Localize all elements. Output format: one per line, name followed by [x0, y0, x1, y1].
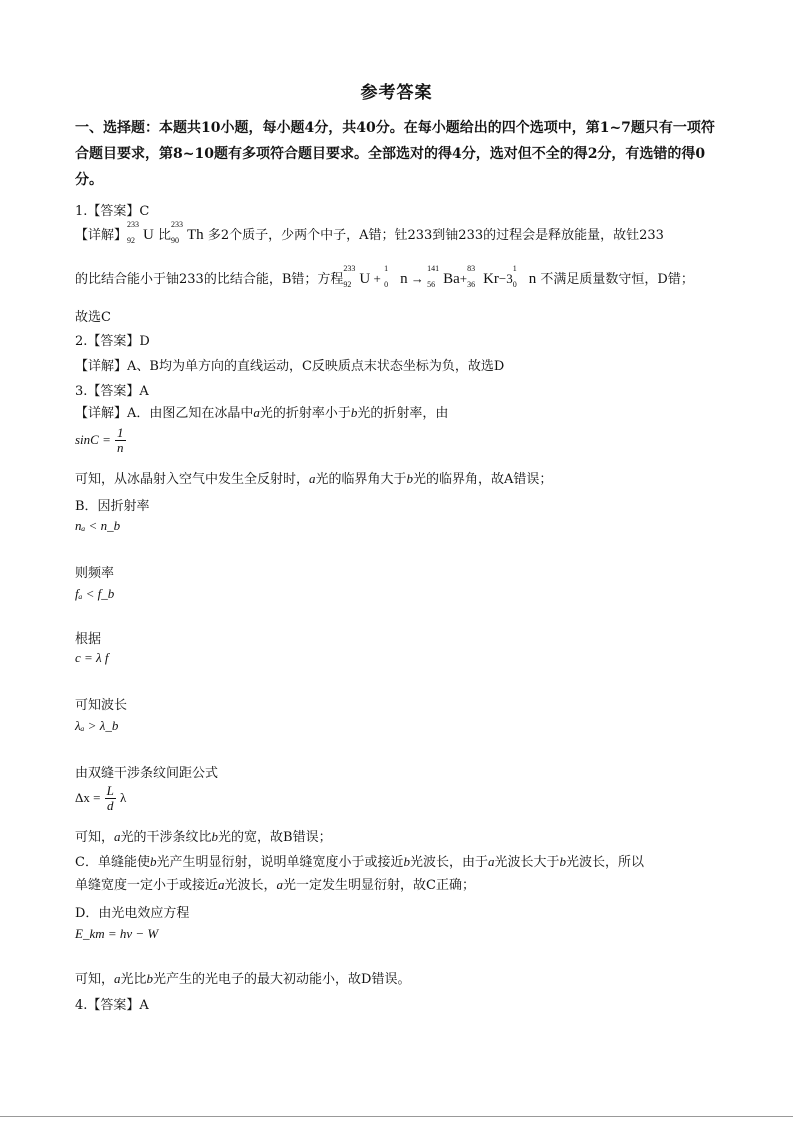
formula-lambda-compare: λₐ > λ_b: [75, 718, 119, 733]
q3-c-line2: 单缝宽度一定小于或接近a光波长，a光一定发生明显衍射，故C正确；: [75, 877, 475, 893]
formula-fa-fb: fₐ < f_b: [75, 586, 115, 601]
eq-n2: 1 0 n: [512, 264, 537, 289]
formula-c-lambda-f: c = λ f: [75, 650, 109, 665]
eq-n: 1 0 n: [384, 264, 408, 289]
page-title: 参考答案: [360, 83, 433, 103]
eq-u: 233 92 U: [343, 264, 371, 289]
q1-conclusion: 故选C: [75, 310, 111, 325]
q2-answer: 2.【答案】D: [75, 334, 150, 349]
nuclide-th233: 233 90 Th: [171, 220, 204, 245]
eq-ba: 141 56 Ba: [427, 264, 460, 289]
q1-detail-line1: 【详解】 233 92 U 比 233 90 Th 多2个质子，少两个中子，A错；钍233到铀233的过程会是释放能量，故钍233: [75, 220, 664, 245]
q3-d-label: D．由光电效应方程: [75, 906, 190, 921]
q1-detail-line2: 的比结合能小于铀233的比结合能，B错；方程 233 92 U + 1 0 n → 141 56 Ba+ 83 36 Kr−3 1 0 n 不满足质量数守恒，D错；: [75, 264, 694, 289]
formula-photoelectric: E_km = hν − W: [75, 926, 159, 941]
q4-answer: 4.【答案】A: [75, 998, 149, 1013]
q3-detail-a: 【详解】A．由图乙知在冰晶中a光的折射率小于b光的折射率，由: [75, 405, 449, 421]
formula-na-nb: nₐ < n_b: [75, 518, 121, 533]
q1-detail-prefix: 【详解】: [75, 228, 128, 243]
eq-kr: 83 36 Kr: [467, 264, 499, 289]
formula-fringe-spacing: Δx = $\frac{L}{d}$ λ: [75, 783, 127, 813]
nuclide-u233: 233 92 U: [127, 220, 154, 245]
q2-detail: 【详解】A、B均为单方向的直线运动，C反映质点末状态坐标为负，故选D: [75, 359, 505, 374]
q3-freq-label: 则频率: [75, 566, 115, 581]
section-heading: 一、选择题：本题共10小题，每小题4分，共40分。在每小题给出的四个选项中，第1~7题只有一项符合题目要求，第8~10题有多项符合题目要求。全部选对的得4分，选对但不全的得2分，有选错的得0分。: [75, 120, 715, 188]
q3-b-label: B．因折射率: [75, 499, 150, 514]
q3-critical-angle: 可知，从冰晶射入空气中发生全反射时，a光的临界角大于b光的临界角，故A错误；: [75, 471, 553, 487]
q3-basis-label: 根据: [75, 632, 102, 647]
page-bottom-divider: [0, 1116, 793, 1117]
q3-c-line1: C．单缝能使b光产生明显衍射，说明单缝宽度小于或接近b光波长，由于a光波长大于b光波长，所以: [75, 854, 645, 870]
q1-answer: 1.【答案】C: [75, 204, 150, 219]
q3-fringe-conclusion: 可知，a光的干涉条纹比b光的宽，故B错误；: [75, 829, 332, 845]
q3-wavelength-label: 可知波长: [75, 698, 128, 713]
q3-fringe-label: 由双缝干涉条纹间距公式: [75, 766, 219, 781]
formula-sinc: sinC = $\frac{1}{n}$: [75, 425, 124, 455]
q3-answer: 3.【答案】A: [75, 384, 149, 399]
q3-d-conclusion: 可知，a光比b光产生的光电子的最大初动能小，故D错误。: [75, 971, 411, 987]
